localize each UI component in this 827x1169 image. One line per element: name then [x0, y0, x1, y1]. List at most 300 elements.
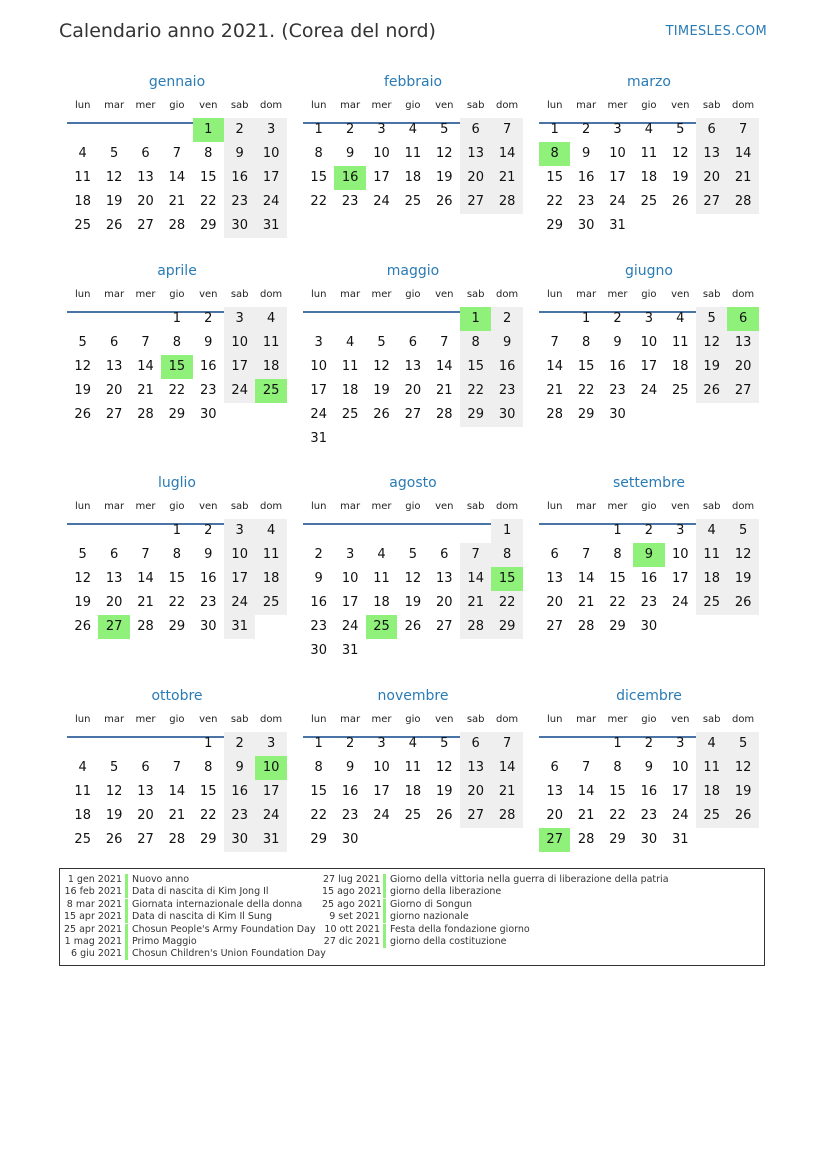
day-cell: 26: [404, 619, 422, 634]
day-cell: 19: [105, 808, 123, 823]
day-cell: 7: [581, 547, 591, 562]
weekday-label: gio: [405, 714, 421, 725]
weekday-label: mer: [607, 289, 628, 300]
holiday-day-cell: 27: [539, 828, 570, 852]
day-cell: 11: [640, 146, 658, 161]
day-cell: 22: [491, 591, 522, 615]
day-cell: 28: [491, 190, 522, 214]
day-cell: 29: [491, 615, 522, 639]
weekday-label: mar: [576, 100, 597, 111]
day-cell: 13: [696, 142, 727, 166]
day-cell: 9: [204, 335, 213, 350]
day-cell: 24: [310, 407, 327, 422]
day-cell: 14: [168, 784, 186, 799]
day-cell: 5: [440, 122, 449, 137]
weekday-label: mar: [104, 289, 125, 300]
day-cell: 9: [224, 756, 255, 780]
day-cell: 29: [200, 832, 217, 847]
legend-entry: [64, 948, 326, 960]
day-cell: 6: [408, 335, 418, 350]
day-cell: 26: [74, 619, 91, 634]
day-cell: 24: [224, 591, 255, 615]
day-cell: 8: [613, 760, 622, 775]
weekday-label: sab: [702, 100, 721, 111]
day-cell: 23: [577, 194, 595, 209]
legend-color-marker: [125, 911, 128, 923]
legend-date: 25 ago 2021: [322, 898, 382, 910]
day-cell: 4: [78, 760, 87, 775]
day-cell: 26: [105, 218, 123, 233]
month-name: novembre: [377, 688, 449, 704]
weekday-label: mer: [135, 289, 156, 300]
day-cell: 12: [727, 756, 758, 780]
day-cell: 18: [404, 170, 422, 185]
day-cell: 7: [491, 118, 522, 142]
day-cell: 17: [255, 166, 286, 190]
day-cell: 20: [105, 383, 123, 398]
day-cell: 27: [546, 619, 563, 634]
day-cell: 12: [672, 146, 689, 161]
day-cell: 30: [640, 832, 658, 847]
day-cell: 8: [172, 547, 182, 562]
day-cell: 30: [200, 619, 217, 634]
day-cell: 3: [314, 335, 323, 350]
weekday-label: sab: [230, 714, 249, 725]
day-cell: 16: [200, 359, 217, 374]
day-cell: 3: [644, 311, 654, 326]
day-cell: 29: [310, 832, 327, 847]
day-cell: 8: [172, 335, 182, 350]
day-cell: 11: [255, 543, 286, 567]
legend-date: 16 feb 2021: [64, 886, 122, 898]
legend-entry: [64, 936, 314, 948]
day-cell: 28: [727, 190, 758, 214]
day-cell: 21: [460, 591, 491, 615]
legend-holiday-name: Data di nascita di Kim Il Sung: [132, 911, 273, 923]
day-cell: 23: [640, 595, 658, 610]
day-cell: 9: [491, 331, 522, 355]
legend-holiday-name: Nuovo anno: [132, 874, 190, 885]
day-cell: 27: [696, 190, 727, 214]
holiday-legend: [59, 868, 765, 966]
day-cell: 3: [224, 307, 255, 331]
day-cell: 19: [727, 780, 758, 804]
weekday-label: dom: [731, 501, 755, 512]
day-cell: 25: [255, 591, 286, 615]
day-cell: 2: [204, 311, 213, 326]
day-cell: 6: [696, 118, 727, 142]
weekday-label: gio: [641, 100, 657, 111]
weekday-header: [303, 501, 523, 525]
day-cell: 10: [255, 142, 286, 166]
day-cell: 22: [609, 808, 626, 823]
day-cell: 2: [224, 118, 255, 142]
holiday-day-cell: 1: [193, 118, 224, 142]
day-cell: 28: [546, 407, 563, 422]
legend-color-marker: [125, 874, 128, 886]
day-cell: 12: [436, 146, 453, 161]
legend-color-marker: [383, 874, 386, 886]
day-cell: 22: [577, 383, 595, 398]
weekday-label: lun: [74, 501, 91, 512]
weekday-label: lun: [546, 289, 563, 300]
day-cell: 2: [491, 307, 522, 331]
weekday-label: gio: [405, 100, 421, 111]
day-cell: 7: [141, 547, 150, 562]
day-cell: 30: [224, 828, 255, 852]
weekday-label: dom: [731, 100, 755, 111]
day-cell: 5: [440, 736, 449, 751]
day-cell: 29: [168, 407, 186, 422]
day-cell: 21: [491, 780, 522, 804]
day-cell: 29: [609, 619, 626, 634]
day-cell: 5: [109, 760, 119, 775]
weekday-label: lun: [546, 100, 563, 111]
legend-date: 8 mar 2021: [66, 898, 122, 910]
legend-entry: [64, 874, 314, 886]
weekday-label: mer: [371, 100, 392, 111]
day-cell: 20: [696, 166, 727, 190]
legend-holiday-name: Chosun Children's Union Foundation Day: [132, 948, 326, 960]
day-cell: 13: [546, 784, 563, 799]
day-cell: 11: [696, 543, 727, 567]
legend-color-marker: [383, 899, 386, 911]
month-name: luglio: [158, 475, 196, 491]
day-cell: 22: [310, 808, 327, 823]
day-cell: 9: [581, 146, 591, 161]
day-cell: 25: [74, 832, 91, 847]
day-cell: 19: [373, 383, 390, 398]
day-cell: 1: [204, 736, 213, 751]
day-cell: 23: [341, 194, 359, 209]
legend-color-marker: [125, 886, 128, 898]
holiday-day-cell: 16: [334, 166, 365, 190]
day-cell: 31: [255, 214, 286, 238]
day-cell: 11: [74, 784, 91, 799]
day-cell: 28: [137, 407, 154, 422]
legend-color-marker: [383, 924, 386, 936]
day-cell: 7: [727, 118, 758, 142]
day-cell: 14: [727, 142, 758, 166]
legend-color-marker: [383, 886, 386, 898]
legend-holiday-name: giorno nazionale: [390, 911, 469, 923]
month-name: dicembre: [616, 688, 682, 704]
holiday-day-cell: 8: [539, 142, 570, 166]
day-cell: 25: [640, 194, 658, 209]
day-cell: 29: [546, 218, 563, 233]
day-cell: 10: [310, 359, 327, 374]
day-cell: 7: [491, 732, 522, 756]
day-cell: 11: [404, 760, 422, 775]
holiday-day-cell: 15: [491, 567, 522, 591]
weekday-label: sab: [466, 714, 485, 725]
day-cell: 15: [310, 784, 327, 799]
day-cell: 23: [224, 190, 255, 214]
weekday-label: ven: [671, 501, 690, 512]
weekday-label: mar: [576, 501, 597, 512]
day-cell: 28: [460, 615, 491, 639]
day-cell: 13: [460, 756, 491, 780]
day-cell: 12: [696, 331, 727, 355]
month-name: settembre: [612, 475, 686, 491]
day-cell: 17: [255, 780, 286, 804]
legend-entry: [322, 886, 752, 898]
day-cell: 29: [168, 619, 186, 634]
day-cell: 12: [74, 571, 91, 586]
day-cell: 8: [314, 760, 323, 775]
month-name: aprile: [157, 263, 197, 279]
day-cell: 8: [491, 543, 522, 567]
day-cell: 1: [550, 122, 559, 137]
day-cell: 14: [491, 142, 522, 166]
day-cell: 4: [696, 519, 727, 543]
day-cell: 22: [609, 595, 626, 610]
legend-holiday-name: Data di nascita di Kim Jong Il: [132, 886, 269, 898]
day-cell: 8: [204, 146, 213, 161]
day-cell: 19: [672, 170, 689, 185]
day-cell: 14: [436, 359, 453, 374]
day-cell: 12: [105, 784, 123, 799]
day-cell: 8: [581, 335, 591, 350]
day-cell: 15: [200, 170, 217, 185]
day-cell: 5: [676, 122, 685, 137]
day-cell: 6: [109, 547, 119, 562]
weekday-label: mar: [340, 501, 361, 512]
weekday-label: mar: [340, 714, 361, 725]
legend-color-marker: [125, 936, 128, 948]
day-cell: 31: [609, 218, 626, 233]
day-cell: 13: [546, 571, 563, 586]
day-cell: 10: [224, 543, 255, 567]
legend-entry: [64, 886, 314, 898]
month-name: marzo: [627, 74, 671, 90]
day-cell: 3: [377, 122, 386, 137]
weekday-label: mer: [607, 100, 628, 111]
day-cell: 29: [577, 407, 595, 422]
day-cell: 17: [373, 170, 390, 185]
day-cell: 23: [491, 379, 522, 403]
day-cell: 14: [491, 756, 522, 780]
day-cell: 4: [78, 146, 87, 161]
holiday-day-cell: 6: [727, 307, 758, 331]
weekday-label: dom: [259, 289, 283, 300]
day-cell: 1: [314, 122, 323, 137]
day-cell: 14: [137, 359, 154, 374]
weekday-label: mer: [135, 100, 156, 111]
legend-holiday-name: Giorno della vittoria nella guerra di liberazione della patria: [390, 874, 669, 885]
day-cell: 23: [609, 383, 626, 398]
weekday-label: ven: [435, 714, 454, 725]
weekday-label: ven: [199, 501, 218, 512]
day-cell: 11: [255, 331, 286, 355]
day-cell: 13: [404, 359, 422, 374]
legend-entry: [64, 911, 314, 923]
weekday-label: mer: [371, 289, 392, 300]
day-cell: 19: [727, 567, 758, 591]
day-cell: 22: [200, 194, 217, 209]
day-cell: 21: [577, 808, 595, 823]
day-cell: 18: [696, 780, 727, 804]
day-cell: 6: [460, 118, 491, 142]
day-cell: 4: [676, 311, 685, 326]
weekday-label: ven: [199, 714, 218, 725]
weekday-label: lun: [310, 100, 327, 111]
day-cell: 4: [255, 307, 286, 331]
weekday-label: lun: [74, 289, 91, 300]
weekday-label: sab: [702, 501, 721, 512]
day-cell: 24: [255, 190, 286, 214]
day-cell: 28: [168, 218, 186, 233]
legend-date: 10 ott 2021: [324, 923, 380, 935]
day-cell: 27: [460, 804, 491, 828]
day-cell: 24: [224, 379, 255, 403]
day-cell: 19: [436, 784, 453, 799]
day-cell: 16: [200, 571, 217, 586]
weekday-label: sab: [230, 501, 249, 512]
day-cell: 17: [310, 383, 327, 398]
day-cell: 15: [546, 170, 563, 185]
legend-holiday-name: Primo Maggio: [132, 936, 197, 947]
day-cell: 8: [460, 331, 491, 355]
day-cell: 23: [200, 383, 217, 398]
day-cell: 11: [74, 170, 91, 185]
day-cell: 20: [460, 166, 491, 190]
day-cell: 30: [310, 643, 327, 658]
day-cell: 17: [224, 355, 255, 379]
day-cell: 8: [613, 547, 622, 562]
day-cell: 3: [224, 519, 255, 543]
legend-entry: [322, 874, 752, 886]
day-cell: 27: [404, 407, 422, 422]
day-cell: 14: [577, 784, 595, 799]
day-cell: 7: [460, 543, 491, 567]
weekday-label: gio: [169, 100, 185, 111]
day-cell: 10: [224, 331, 255, 355]
weekday-label: dom: [259, 501, 283, 512]
day-cell: 13: [105, 359, 123, 374]
day-cell: 23: [341, 808, 359, 823]
day-cell: 28: [137, 619, 154, 634]
legend-color-marker: [125, 924, 128, 936]
weekday-label: sab: [230, 289, 249, 300]
legend-date: 27 lug 2021: [323, 874, 380, 885]
day-cell: 19: [696, 355, 727, 379]
legend-entry: [64, 899, 314, 911]
day-cell: 11: [404, 146, 422, 161]
weekday-label: mer: [135, 501, 156, 512]
day-cell: 13: [137, 170, 154, 185]
day-cell: 10: [341, 571, 359, 586]
day-cell: 22: [200, 808, 217, 823]
weekday-label: dom: [495, 714, 519, 725]
weekday-label: dom: [495, 289, 519, 300]
day-cell: 5: [727, 732, 758, 756]
day-cell: 12: [105, 170, 123, 185]
day-cell: 12: [74, 359, 91, 374]
day-cell: 22: [168, 595, 186, 610]
day-cell: 27: [137, 218, 154, 233]
day-cell: 2: [345, 736, 355, 751]
day-cell: 10: [373, 760, 390, 775]
legend-color-marker: [125, 948, 128, 960]
day-cell: 9: [613, 335, 622, 350]
weekday-label: lun: [546, 501, 563, 512]
day-cell: 6: [460, 732, 491, 756]
day-cell: 10: [373, 146, 390, 161]
holiday-day-cell: 15: [161, 355, 192, 379]
holiday-day-cell: 10: [255, 756, 286, 780]
day-cell: 21: [546, 383, 563, 398]
weekday-label: gio: [641, 501, 657, 512]
day-cell: 1: [314, 736, 323, 751]
weekday-label: lun: [310, 501, 327, 512]
day-cell: 1: [613, 736, 622, 751]
legend-color-marker: [383, 911, 386, 923]
day-cell: 7: [581, 760, 591, 775]
day-cell: 13: [436, 571, 453, 586]
holiday-day-cell: 25: [366, 615, 397, 639]
legend-color-marker: [383, 936, 386, 948]
day-cell: 2: [613, 311, 622, 326]
day-cell: 7: [172, 146, 182, 161]
day-cell: 24: [672, 595, 689, 610]
holiday-day-cell: 9: [633, 543, 664, 567]
month-name: febbraio: [383, 74, 443, 90]
day-cell: 19: [105, 194, 123, 209]
weekday-label: dom: [495, 100, 519, 111]
day-cell: 3: [377, 736, 386, 751]
day-cell: 25: [672, 383, 689, 398]
holiday-day-cell: 27: [98, 615, 129, 639]
weekday-label: mar: [104, 714, 125, 725]
day-cell: 25: [696, 591, 727, 615]
legend-date: 27 dic 2021: [323, 936, 380, 947]
day-cell: 26: [373, 407, 390, 422]
weekday-label: mer: [607, 501, 628, 512]
day-cell: 4: [345, 335, 355, 350]
day-cell: 4: [377, 547, 386, 562]
day-cell: 16: [341, 784, 359, 799]
weekday-label: dom: [731, 289, 755, 300]
day-cell: 13: [727, 331, 758, 355]
day-cell: 8: [204, 760, 213, 775]
day-cell: 29: [609, 832, 626, 847]
day-cell: 30: [491, 403, 522, 427]
brand-logo-text[interactable]: TIMESLES.COM: [665, 24, 767, 39]
day-cell: 14: [168, 170, 186, 185]
weekday-label: gio: [641, 714, 657, 725]
weekday-label: dom: [731, 714, 755, 725]
day-cell: 9: [314, 571, 323, 586]
weekday-label: dom: [259, 714, 283, 725]
weekday-label: mer: [607, 714, 628, 725]
legend-holiday-name: Festa della fondazione giorno: [390, 923, 530, 935]
day-cell: 15: [609, 784, 626, 799]
day-cell: 21: [168, 808, 186, 823]
day-cell: 1: [172, 311, 182, 326]
day-cell: 12: [727, 543, 758, 567]
weekday-label: dom: [495, 501, 519, 512]
weekday-label: sab: [702, 289, 721, 300]
day-cell: 26: [74, 407, 91, 422]
day-cell: 28: [577, 832, 595, 847]
day-cell: 2: [345, 122, 355, 137]
day-cell: 9: [224, 142, 255, 166]
weekday-label: ven: [435, 501, 454, 512]
day-cell: 31: [310, 431, 327, 446]
day-cell: 26: [727, 591, 758, 615]
day-cell: 1: [491, 519, 522, 543]
